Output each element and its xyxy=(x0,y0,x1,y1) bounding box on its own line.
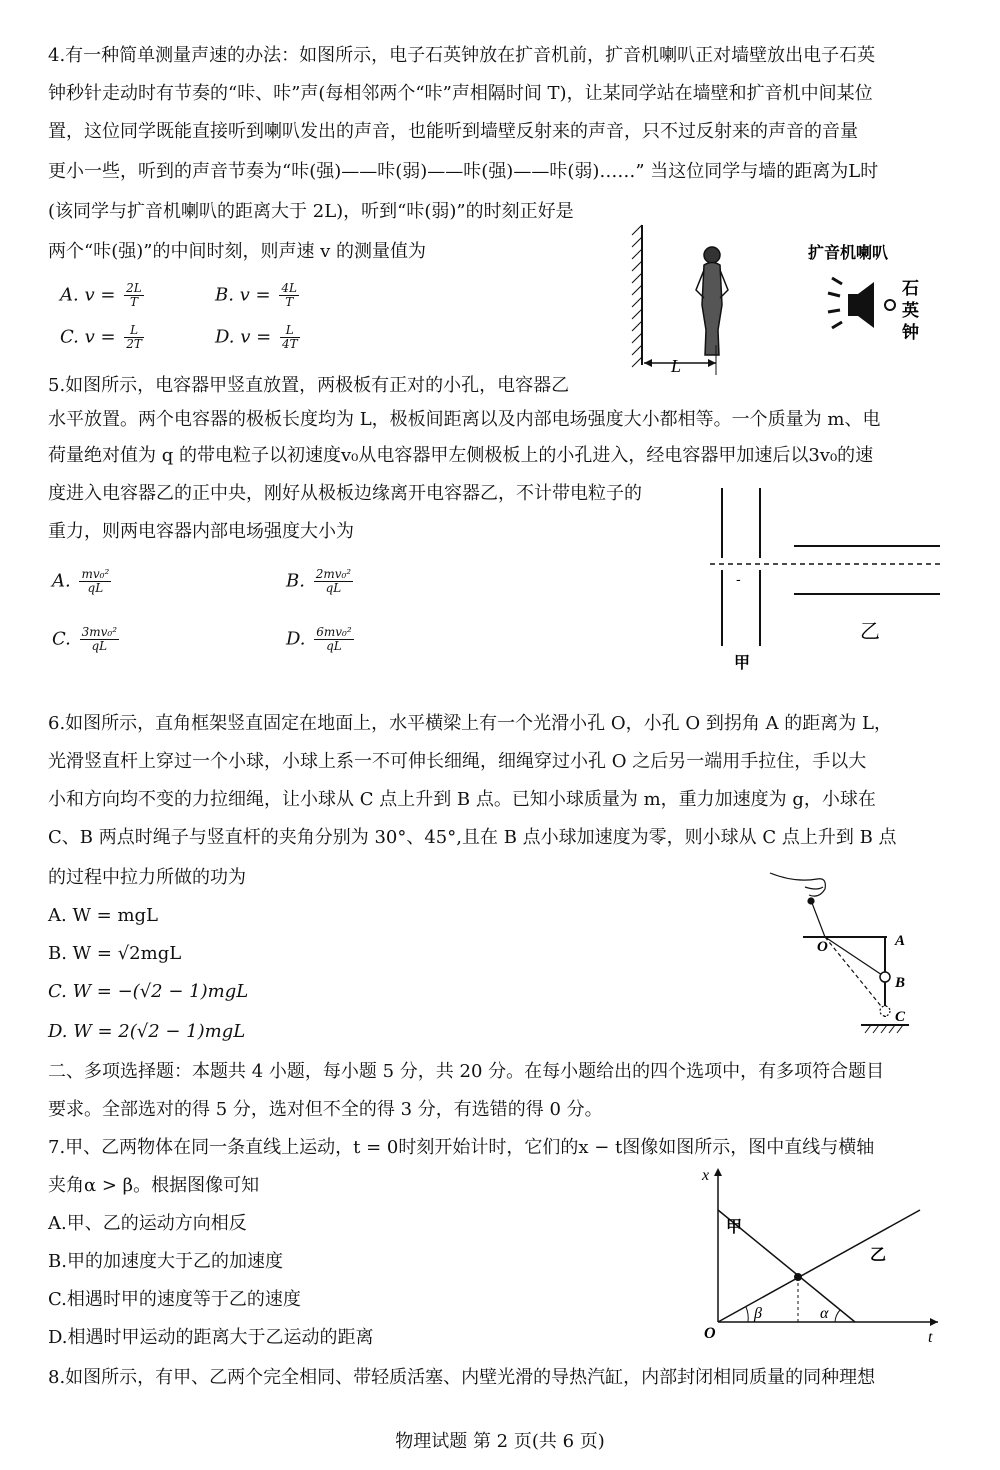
q5-line-1: 5.如图所示，电容器甲竖直放置，两极板有正对的小孔，电容器乙 xyxy=(48,375,570,396)
q4-option-a[interactable] xyxy=(60,282,144,309)
q5-option-a-fraction: $\frac{\text{mv₀²}}{qL}$ xyxy=(81,567,110,595)
q4-option-a-label: A. v = xyxy=(60,284,116,306)
q4-figure xyxy=(620,220,960,385)
q5-line-4: 度进入电容器乙的正中央，刚好从极板边缘离开电容器乙，不计带电粒子的 xyxy=(48,483,642,504)
q4-option-b[interactable] xyxy=(215,282,299,309)
q4-option-a-fraction: $\frac{2L}{T}$ xyxy=(126,281,142,309)
charge-mark: - xyxy=(736,572,741,588)
q7-option-d[interactable]: D.相遇时甲运动的距离大于乙运动的距离 xyxy=(48,1327,374,1348)
q4-option-b-fraction: $\frac{4L}{T}$ xyxy=(281,281,297,309)
capacitor-a-label: 甲 xyxy=(734,653,751,672)
point-o-label: O xyxy=(817,939,828,955)
q4-option-d[interactable] xyxy=(215,324,300,351)
q5-option-d-label: D. xyxy=(286,628,306,650)
student-figure xyxy=(696,247,728,355)
point-a-label: A xyxy=(895,933,906,949)
q7-option-a[interactable]: A.甲、乙的运动方向相反 xyxy=(48,1213,247,1234)
angle-alpha-label: α xyxy=(820,1305,829,1322)
q4-option-c-label: C. v = xyxy=(60,326,116,348)
q4-line-3: 置，这位同学既能直接听到喇叭发出的声音，也能听到墙壁反射来的声音，只不过反射来的声音的音量 xyxy=(48,121,858,142)
q4-line-5: (该同学与扩音机喇叭的距离大于 2L)，听到“咔(弱)”的时刻正好是 xyxy=(48,201,574,222)
q5-line-5: 重力，则两电容器内部电场强度大小为 xyxy=(48,521,354,542)
q5-option-b[interactable] xyxy=(286,568,353,595)
q6-figure xyxy=(765,865,935,1040)
q6-option-a[interactable]: A. W = mgL xyxy=(48,905,159,926)
q4-line-6: 两个“咔(强)”的中间时刻，则声速 v 的测量值为 xyxy=(48,241,427,262)
q5-line-2: 水平放置。两个电容器的极板长度均为 L，极板间距离以及内部电场强度大小都相等。一个质量为 m、电 xyxy=(48,409,881,430)
q5-option-d[interactable] xyxy=(286,626,354,653)
q6-line-3: 小和方向均不变的力拉细绳，让小球从 C 点上升到 B 点。已知小球质量为 m，重力加速度为 g，小球在 xyxy=(48,789,876,810)
q4-option-c[interactable] xyxy=(60,324,144,351)
page-footer: 物理试题 第 2 页(共 6 页) xyxy=(395,1431,605,1452)
speaker-label: 扩音机喇叭 xyxy=(808,243,889,262)
q7-option-b[interactable]: B.甲的加速度大于乙的加速度 xyxy=(48,1251,283,1272)
capacitor-b-label: 乙 xyxy=(860,619,880,643)
q7-figure xyxy=(700,1160,945,1346)
rope-to-c xyxy=(825,937,885,1011)
line-yi-label: 乙 xyxy=(870,1245,887,1264)
angle-beta-label: β xyxy=(754,1305,762,1322)
q4-option-d-fraction: $\frac{L}{4T}$ xyxy=(281,323,298,351)
q6-line-2: 光滑竖直杆上穿过一个小球，小球上系一不可伸长细绳，细绳穿过小孔 O 之后另一端用手拉住，手以大 xyxy=(48,751,867,772)
distance-label: L xyxy=(670,356,682,376)
capacitor-a-plates xyxy=(722,488,760,646)
q7-line-1: 7.甲、乙两物体在同一条直线上运动，t = 0时刻开始计时，它们的x − t图像如图所示，图中直线与横轴 xyxy=(48,1137,875,1158)
section2-line-1: 二、多项选择题：本题共 4 小题，每小题 5 分，共 20 分。在每小题给出的四个选项中，有多项符合题目 xyxy=(48,1061,885,1082)
q4-line-2: 钟秒针走动时有节奏的“咔、咔”声(每相邻两个“咔”声相隔时间 T)，让某同学站在墙壁和扩音机中间某位 xyxy=(48,83,873,104)
origin-label: O xyxy=(704,1325,716,1342)
q8-line-1: 8.如图所示，有甲、乙两个完全相同、带轻质活塞、内壁光滑的导热汽缸，内部封闭相同质量的同种理想 xyxy=(48,1367,876,1388)
q6-option-b[interactable]: B. W = √2mgL xyxy=(48,943,182,964)
q6-option-c[interactable]: C. W = −(√2 − 1)mgL xyxy=(48,981,249,1002)
wall xyxy=(632,225,642,367)
q5-option-a[interactable] xyxy=(52,568,111,595)
q4-line-4: 更小一些，听到的声音节奏为“咔(强)——咔(弱)——咔(强)——咔(弱)……” 当这位同学与墙的距离为L时 xyxy=(48,161,879,182)
ball-b xyxy=(880,972,890,982)
section2-line-2: 要求。全部选对的得 5 分，选对但不全的得 3 分，有选错的得 0 分。 xyxy=(48,1099,603,1120)
ball-c xyxy=(880,1006,890,1016)
capacitor-b-plates xyxy=(794,546,940,594)
t-axis-label: t xyxy=(928,1329,933,1346)
q4-option-c-fraction: $\frac{L}{2T}$ xyxy=(126,323,142,351)
line-yi xyxy=(718,1210,920,1322)
ground xyxy=(861,1025,909,1033)
rope-to-b xyxy=(825,937,885,977)
q5-line-3: 荷量绝对值为 q 的带电粒子以初速度v₀从电容器甲左侧极板上的小孔进入，经电容器甲加速后以3v₀的速 xyxy=(48,445,874,466)
line-jia-label: 甲 xyxy=(726,1217,743,1236)
q7-option-c[interactable]: C.相遇时甲的速度等于乙的速度 xyxy=(48,1289,301,1310)
q6-line-5: 的过程中拉力所做的功为 xyxy=(48,867,246,888)
q6-line-4: C、B 两点时绳子与竖直杆的夹角分别为 30°、45°,且在 B 点小球加速度为零，则小球从 C 点上升到 B 点 xyxy=(48,827,897,848)
q5-option-c[interactable] xyxy=(52,626,119,653)
q4-option-d-label: D. v = xyxy=(215,326,272,348)
speaker-icon xyxy=(828,278,874,328)
point-c-label: C xyxy=(895,1009,906,1025)
point-b-label: B xyxy=(895,975,906,991)
rope-hand xyxy=(812,903,825,937)
q5-option-a-label: A. xyxy=(52,570,71,592)
q5-option-c-fraction: $\frac{\text{3mv₀²}}{qL}$ xyxy=(81,625,118,653)
q6-line-1: 6.如图所示，直角框架竖直固定在地面上，水平横梁上有一个光滑小孔 O，小孔 O 到拐角 A 的距离为 L， xyxy=(48,713,892,734)
x-axis-label: x xyxy=(702,1167,710,1184)
q7-line-2: 夹角α > β。根据图像可知 xyxy=(48,1175,260,1196)
q5-figure xyxy=(700,488,950,673)
q4-option-b-label: B. v = xyxy=(215,284,271,306)
q5-option-b-fraction: $\frac{\text{2mv₀²}}{qL}$ xyxy=(315,567,352,595)
q5-option-d-fraction: $\frac{\text{6mv₀²}}{qL}$ xyxy=(316,625,352,653)
q6-option-d[interactable]: D. W = 2(√2 − 1)mgL xyxy=(48,1021,246,1042)
q5-option-c-label: C. xyxy=(52,628,71,650)
hand-icon xyxy=(770,873,825,904)
clock-label: 石英钟 xyxy=(902,279,919,343)
q4-line-1: 4.有一种简单测量声速的办法：如图所示，电子石英钟放在扩音机前，扩音机喇叭正对墙壁放出电子石英 xyxy=(48,45,876,66)
clock-icon xyxy=(885,300,895,310)
q5-option-b-label: B. xyxy=(286,570,305,592)
